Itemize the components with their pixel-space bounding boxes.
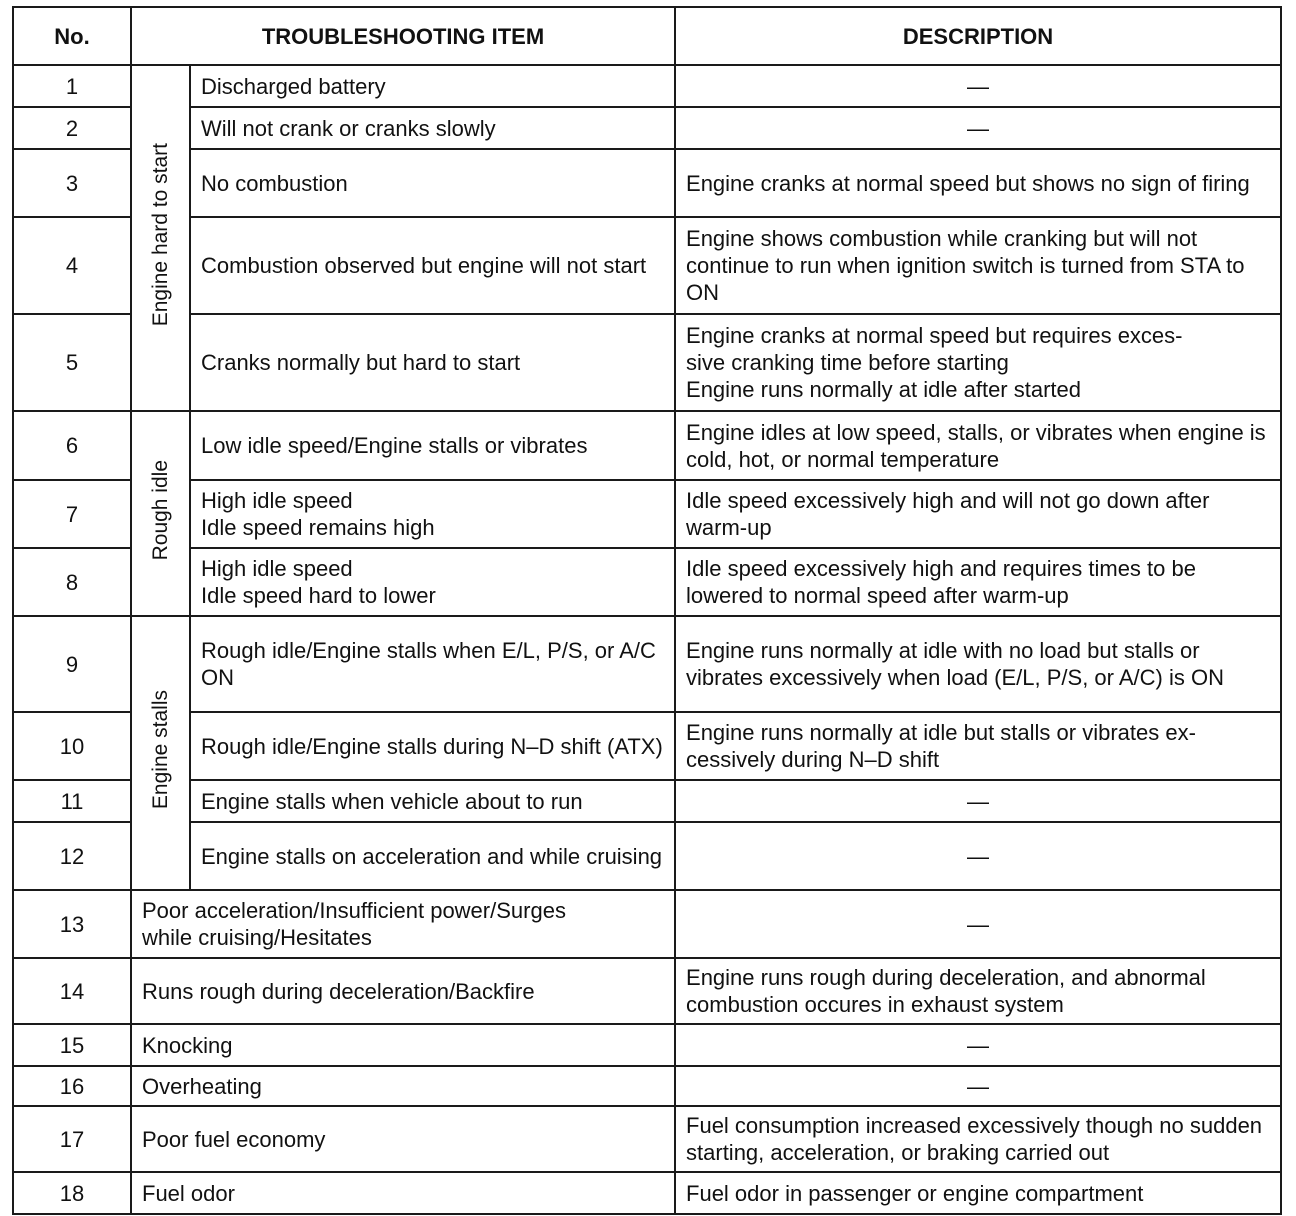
row-number: 17 — [13, 1106, 131, 1172]
troubleshooting-item: Engine stalls when vehicle about to run — [190, 780, 675, 822]
table-row — [13, 1172, 1281, 1214]
row-number: 9 — [13, 616, 131, 712]
troubleshooting-item: High idle speed Idle speed hard to lower — [190, 548, 675, 616]
table-row — [13, 411, 1281, 480]
troubleshooting-item: Low idle speed/Engine stalls or vibrates — [190, 411, 675, 480]
troubleshooting-item: No combustion — [190, 149, 675, 217]
header-troubleshooting-item: TROUBLESHOOTING ITEM — [131, 7, 675, 65]
row-number: 2 — [13, 107, 131, 149]
description: Fuel consumption increased excessively though no sudden starting, acceleration, or braking carried out — [675, 1106, 1281, 1172]
description: — — [675, 1066, 1281, 1106]
table-row — [13, 958, 1281, 1024]
troubleshooting-item: Rough idle/Engine stalls when E/L, P/S, or A/C ON — [190, 616, 675, 712]
table-row — [13, 65, 1281, 107]
table-row — [13, 712, 1281, 780]
header-no: No. — [13, 7, 131, 65]
description: Idle speed excessively high and will not go down after warm-up — [675, 480, 1281, 548]
troubleshooting-item: Engine stalls on acceleration and while cruising — [190, 822, 675, 890]
troubleshooting-item: Fuel odor — [131, 1172, 675, 1214]
table-row — [13, 1106, 1281, 1172]
table-row — [13, 217, 1281, 314]
table-row — [13, 1066, 1281, 1106]
description: Engine runs normally at idle but stalls or vibrates ex- cessively during N–D shift — [675, 712, 1281, 780]
table-row — [13, 780, 1281, 822]
description: Engine runs rough during deceleration, and abnormal combustion occures in exhaust system — [675, 958, 1281, 1024]
header-description: DESCRIPTION — [675, 7, 1281, 65]
troubleshooting-item: Knocking — [131, 1024, 675, 1066]
description: Engine cranks at normal speed but shows no sign of firing — [675, 149, 1281, 217]
row-number: 5 — [13, 314, 131, 411]
group-label: Engine hard to start — [149, 143, 172, 327]
table-row — [13, 890, 1281, 958]
troubleshooting-item: Runs rough during deceleration/Backfire — [131, 958, 675, 1024]
row-number: 8 — [13, 548, 131, 616]
description: — — [675, 890, 1281, 958]
group-label-cell — [131, 616, 190, 890]
row-number: 1 — [13, 65, 131, 107]
row-number: 15 — [13, 1024, 131, 1066]
group-label: Engine stalls — [149, 690, 172, 810]
table-row — [13, 107, 1281, 149]
row-number: 12 — [13, 822, 131, 890]
troubleshooting-item: Combustion observed but engine will not start — [190, 217, 675, 314]
table-row — [13, 616, 1281, 712]
description: Engine idles at low speed, stalls, or vibrates when engine is cold, hot, or normal temperature — [675, 411, 1281, 480]
header-row — [13, 7, 1281, 65]
row-number: 14 — [13, 958, 131, 1024]
troubleshooting-table — [12, 6, 1282, 1215]
troubleshooting-item: High idle speed Idle speed remains high — [190, 480, 675, 548]
table-row — [13, 822, 1281, 890]
troubleshooting-item: Poor fuel economy — [131, 1106, 675, 1172]
group-label-cell — [131, 411, 190, 616]
group-label-cell — [131, 65, 190, 411]
troubleshooting-item: Rough idle/Engine stalls during N–D shift (ATX) — [190, 712, 675, 780]
troubleshooting-item: Overheating — [131, 1066, 675, 1106]
table-body — [13, 7, 1281, 1214]
description: Engine shows combustion while cranking but will not continue to run when ignition switch is turned from STA to ON — [675, 217, 1281, 314]
row-number: 18 — [13, 1172, 131, 1214]
row-number: 6 — [13, 411, 131, 480]
description: — — [675, 822, 1281, 890]
description: Idle speed excessively high and requires times to be lowered to normal speed after warm-up — [675, 548, 1281, 616]
row-number: 4 — [13, 217, 131, 314]
table-row — [13, 149, 1281, 217]
row-number: 10 — [13, 712, 131, 780]
row-number: 13 — [13, 890, 131, 958]
troubleshooting-item: Cranks normally but hard to start — [190, 314, 675, 411]
description: Engine cranks at normal speed but requires exces- sive cranking time before starting Engine runs normally at idle after started — [675, 314, 1281, 411]
group-label: Rough idle — [149, 460, 172, 561]
troubleshooting-item: Poor acceleration/Insufficient power/Surges while cruising/Hesitates — [131, 890, 675, 958]
description: — — [675, 780, 1281, 822]
table-row — [13, 548, 1281, 616]
row-number: 16 — [13, 1066, 131, 1106]
description: — — [675, 65, 1281, 107]
description: Engine runs normally at idle with no load but stalls or vibrates excessively when load (E/L, P/S, or A/C) is ON — [675, 616, 1281, 712]
table-row — [13, 314, 1281, 411]
description: — — [675, 1024, 1281, 1066]
description: Fuel odor in passenger or engine compartment — [675, 1172, 1281, 1214]
description: — — [675, 107, 1281, 149]
troubleshooting-item: Discharged battery — [190, 65, 675, 107]
table-row — [13, 480, 1281, 548]
table-row — [13, 1024, 1281, 1066]
troubleshooting-item: Will not crank or cranks slowly — [190, 107, 675, 149]
row-number: 7 — [13, 480, 131, 548]
row-number: 11 — [13, 780, 131, 822]
row-number: 3 — [13, 149, 131, 217]
